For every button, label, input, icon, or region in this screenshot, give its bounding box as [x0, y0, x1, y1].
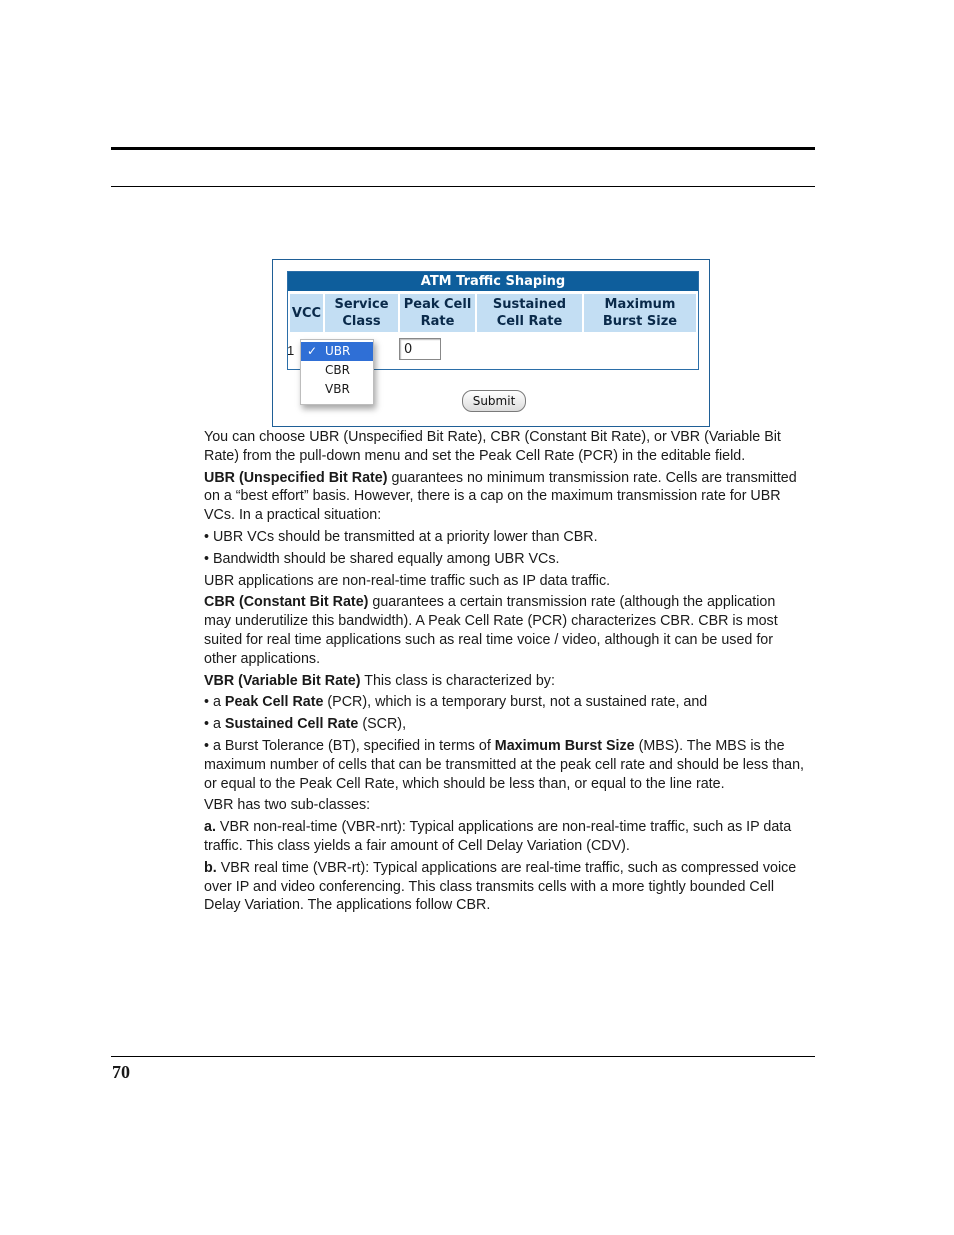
vbr-b3-pre: • a Burst Tolerance (BT), specified in terms of: [204, 737, 495, 754]
vcc-value: 1: [287, 343, 295, 358]
col-header-maximum-burst-size-label: Maximum Burst Size: [602, 297, 678, 329]
submit-button[interactable]: Submit: [462, 390, 526, 412]
ubr-bullet-2: • Bandwidth should be shared equally among UBR VCs.: [204, 550, 560, 567]
page-number: 70: [112, 1062, 130, 1082]
vbr-b1-pre: • a: [204, 694, 225, 711]
vbr-b3-term: Maximum Burst Size: [494, 737, 635, 754]
col-header-peak-cell-rate: [400, 294, 475, 332]
checkmark-icon: ✓: [307, 344, 318, 358]
vbr-b2-post: (SCR),: [358, 716, 407, 733]
ubr-apps-paragraph: UBR applications are non-real-time traffic such as IP data traffic.: [204, 572, 611, 589]
vbr-bullet-3: [204, 737, 804, 793]
col-header-peak-cell-rate-label: Peak Cell Rate: [403, 297, 472, 329]
col-header-service-class: [325, 294, 398, 332]
col-header-maximum-burst-size: [584, 294, 696, 332]
col-header-service-class-label: Service Class: [334, 297, 389, 329]
dropdown-option-vbr[interactable]: [301, 380, 373, 399]
header-rule-thin: [111, 186, 815, 187]
vbr-b2-pre: • a: [204, 716, 225, 733]
vbr-b3-post: (MBS). The MBS is the maximum number of cells that can be transmitted at the peak cell rate and should be less than, or equal to the Peak Cell Rate, which should be less than, or equal to the line rate.: [204, 737, 804, 792]
vbr-paragraph: [204, 672, 804, 691]
ubr-paragraph: [204, 469, 804, 525]
dropdown-option-ubr[interactable]: [301, 342, 373, 361]
header-rule-thick: [111, 147, 815, 150]
body-text: [204, 428, 804, 918]
cbr-term: CBR (Constant Bit Rate): [204, 594, 369, 611]
vbr-b1-post: (PCR), which is a temporary burst, not a sustained rate, and: [323, 694, 708, 711]
subclass-a-paragraph: [204, 818, 804, 856]
vbr-bullet-2: [204, 715, 804, 734]
vbr-b2-term: Sustained Cell Rate: [224, 716, 359, 733]
dropdown-option-label: UBR: [325, 344, 351, 358]
vbr-bullet-1: [204, 693, 804, 712]
cbr-text: guarantees a certain transmission rate (although the application may underutilize this bandwidth). A Peak Cell Rate (PCR) characterizes CBR. CBR is most suited for real time applications such as real time voice / video, although it can be used for other applications.: [204, 594, 778, 667]
dropdown-option-label: VBR: [325, 382, 350, 396]
atm-traffic-shaping-screenshot: [272, 259, 710, 427]
subclass-b-paragraph: [204, 859, 804, 915]
ubr-term: UBR (Unspecified Bit Rate): [204, 469, 388, 486]
footer-rule: [111, 1056, 815, 1057]
intro-paragraph: You can choose UBR (Unspecified Bit Rate), CBR (Constant Bit Rate), or VBR (Variable Bit Rate) from the pull-down menu and set the Peak Cell Rate (PCR) in the editable field.: [204, 429, 781, 464]
vbr-subclasses-paragraph: VBR has two sub-classes:: [204, 797, 371, 814]
col-header-sustained-cell-rate-label: Sustained Cell Rate: [492, 297, 567, 329]
subclass-a-text: VBR non-real-time (VBR-nrt): Typical applications are non-real-time traffic, such as IP data traffic. This class yields a fair amount of Cell Delay Variation (CDV).: [204, 819, 792, 854]
ubr-bullet-1: • UBR VCs should be transmitted at a priority lower than CBR.: [204, 528, 598, 545]
vbr-b1-term: Peak Cell Rate: [224, 694, 324, 711]
col-header-sustained-cell-rate: [477, 294, 582, 332]
vbr-term: VBR (Variable Bit Rate): [204, 672, 361, 689]
subclass-b-label: b.: [204, 859, 217, 876]
panel-title: ATM Traffic Shaping: [288, 272, 698, 291]
peak-cell-rate-input[interactable]: 0: [399, 338, 441, 360]
cbr-paragraph: [204, 593, 804, 668]
dropdown-option-cbr[interactable]: [301, 361, 373, 380]
col-header-vcc: VCC: [290, 294, 323, 332]
dropdown-option-label: CBR: [325, 363, 350, 377]
vbr-text: This class is characterized by:: [360, 672, 555, 689]
service-class-dropdown[interactable]: [300, 339, 374, 405]
ubr-text: guarantees no minimum transmission rate. Cells are transmitted on a “best effort” basis. However, there is a cap on the maximum transmission rate for UBR VCs. In a practical situation:: [204, 469, 797, 524]
subclass-a-label: a.: [204, 819, 216, 836]
subclass-b-text: VBR real time (VBR-rt): Typical applications are real-time traffic, such as compressed voice over IP and video conferencing. This class transmits cells with a more tightly bounded Cell Delay Variation. The applications follow CBR.: [204, 859, 797, 914]
